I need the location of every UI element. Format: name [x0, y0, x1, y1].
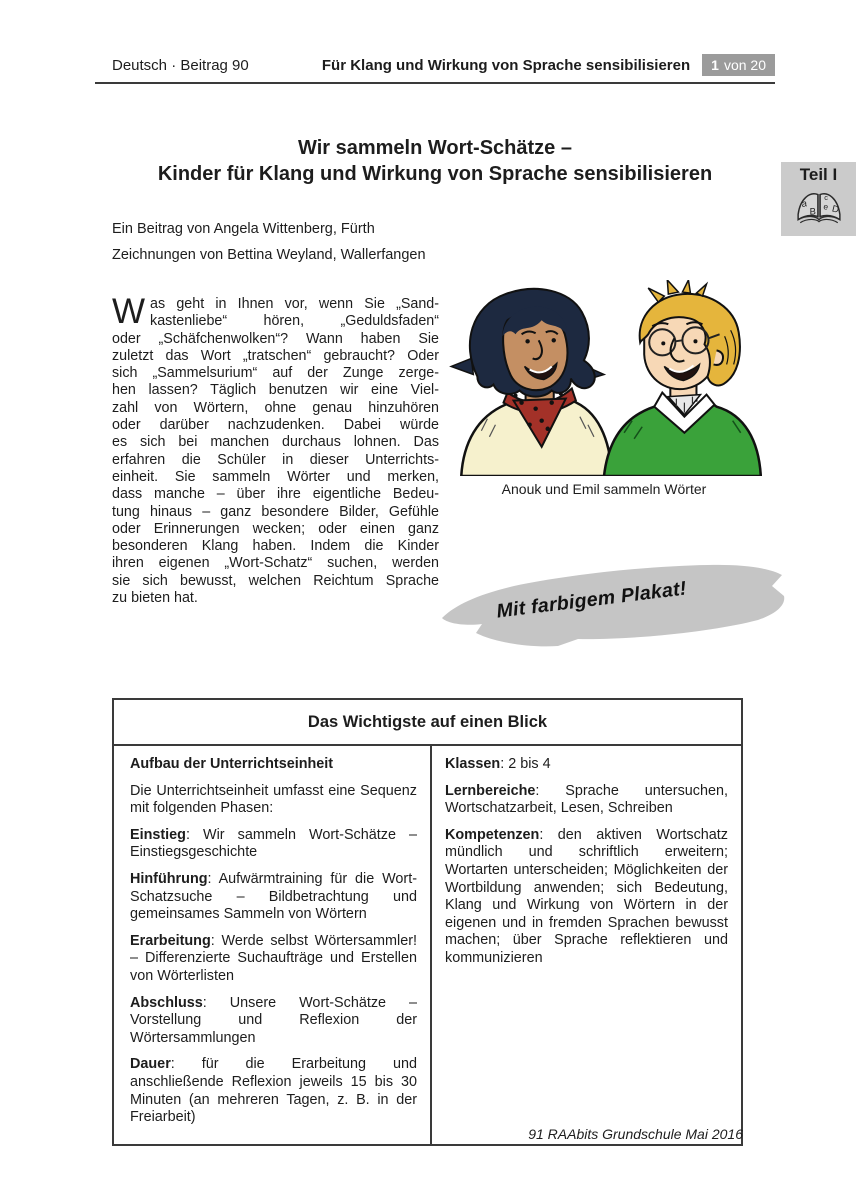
header-topic-title: Für Klang und Wirkung von Sprache sensibilisieren [321, 56, 691, 74]
intro-line: sich „Sammelsurium“ auf der Zunge zerge- [112, 365, 439, 382]
header-issue-label: Deutsch · Beitrag 90 [112, 56, 249, 74]
book-letter: c [823, 192, 828, 202]
girl-figure [451, 289, 612, 476]
page-title-line1: Wir sammeln Wort-Schätze – [298, 137, 572, 159]
page-number-total: von 20 [723, 57, 766, 73]
page-number-badge [702, 54, 775, 76]
overview-box [112, 698, 743, 1146]
intro-line: zuletzt das Wort „tratschen“ gebraucht? Oder [112, 347, 439, 364]
overview-box-columns [114, 746, 741, 1144]
anouk-and-emil-drawing [446, 280, 762, 476]
info-paragraph: Kompetenzen: den aktiven Wortschatz mündlich und schriftlich erweitern; Wortarten unterscheiden; Möglichkeiten der Wortbildung anwenden; sich Bedeutung, Klang und Wirkung von Wörtern in der eigenen und in fremden Sprachen bewusst machen; über Sprache reflektieren und kommunizieren [445, 826, 728, 966]
intro-lines [112, 292, 439, 607]
info-paragraph: Erarbeitung: Werde selbst Wörtersammler! – Differenzierte Suchaufträge und Erstellen von Wörterlisten [130, 932, 417, 984]
info-paragraph: Die Unterrichtseinheit umfasst eine Sequenz mit folgenden Phasen: [130, 782, 417, 817]
open-book-icon [795, 185, 843, 225]
intro-line: zu bieten hat. [112, 590, 198, 607]
intro-line: oder darüber nachzudenken. Dabei würde [112, 417, 439, 434]
page-title-line2: Kinder für Klang und Wirkung von Sprache sensibilisieren [157, 163, 713, 185]
boy-figure [604, 280, 761, 476]
info-paragraph: Einstieg: Wir sammeln Wort-Schätze – Einstiegsgeschichte [130, 826, 417, 861]
intro-line: einheit. Sie sammeln Wörter und merken, [112, 468, 439, 485]
page-number-current: 1 [711, 57, 719, 73]
page-title [95, 135, 775, 187]
overview-box-title: Das Wichtigste auf einen Blick [114, 700, 741, 746]
info-paragraph: Aufbau der Unterrichtseinheit [130, 756, 334, 772]
page-header [95, 54, 775, 84]
children-illustration [446, 280, 762, 476]
poster-banner [436, 558, 792, 654]
intro-line: ihren eigenen „Wort-Schatz“ suchen, werden [112, 555, 439, 572]
poster-banner-text: Mit farbigem Plakat! [495, 577, 688, 623]
intro-line: hen lassen? Täglich benutzen wir eine Viel- [112, 382, 439, 399]
overview-box-right-column [432, 746, 741, 1144]
byline-author: Ein Beitrag von Angela Wittenberg, Fürth [112, 221, 375, 237]
intro-line: as geht in Ihnen vor, wenn Sie „Sand- [150, 296, 439, 312]
book-letter: a [799, 197, 808, 210]
page-footer: 91 RAAbits Grundschule Mai 2016 [528, 1126, 743, 1142]
intro-line: erfahren die Schüler in dieser Unterrichts- [112, 451, 439, 468]
info-paragraph: Lernbereiche: Sprache untersuchen, Wortschatzarbeit, Lesen, Schreiben [445, 782, 728, 817]
info-paragraph: Dauer: für die Erarbeitung und anschließende Reflexion jeweils 15 bis 30 Minuten (an mehreren Tagen, z. B. in der Freiarbeit) [130, 1056, 417, 1126]
intro-line: kastenliebe“ hören, „Geduldsfaden“ [150, 313, 439, 330]
intro-line: oder Erinnerungen wecken; oder einen ganz [112, 520, 439, 537]
intro-line: oder „Schäfchenwolken“? Wann haben Sie [112, 330, 439, 347]
part-tab-label: Teil I [799, 165, 838, 184]
book-letter: B [809, 205, 816, 217]
book-letter: e [822, 201, 829, 212]
info-paragraph: Klassen: 2 bis 4 [445, 756, 551, 772]
dropcap: W [112, 292, 146, 331]
intro-paragraph [112, 292, 439, 607]
intro-line: tung hinaus – ganz besondere Bilder, Gefühle [112, 503, 439, 520]
part-tab [781, 162, 856, 236]
book-letter: D [830, 202, 840, 215]
info-paragraph: Hinführung: Aufwärmtraining für die Wort-Schatzsuche – Bildbetrachtung und gemeinsames Sammeln von Wörtern [130, 870, 417, 923]
intro-line: besonderen Klang haben. Indem die Kinder [112, 538, 439, 555]
illustration-caption: Anouk und Emil sammeln Wörter [501, 481, 707, 497]
info-paragraph: Abschluss: Unsere Wort-Schätze – Vorstellung und Reflexion der Wörtersammlungen [130, 994, 417, 1046]
intro-line: zahl von Wörtern, ohne genau hinzuhören [112, 399, 439, 416]
intro-line: sie sich bewusst, welchen Reichtum Sprache [112, 572, 439, 589]
intro-line: es sich bei manchen durchaus lohnen. Das [112, 434, 439, 451]
byline-illustrator: Zeichnungen von Bettina Weyland, Wallerfangen [112, 247, 426, 263]
intro-line: dass manche – über ihre eigentliche Bedeu- [112, 486, 439, 503]
overview-box-left-column [114, 746, 432, 1144]
